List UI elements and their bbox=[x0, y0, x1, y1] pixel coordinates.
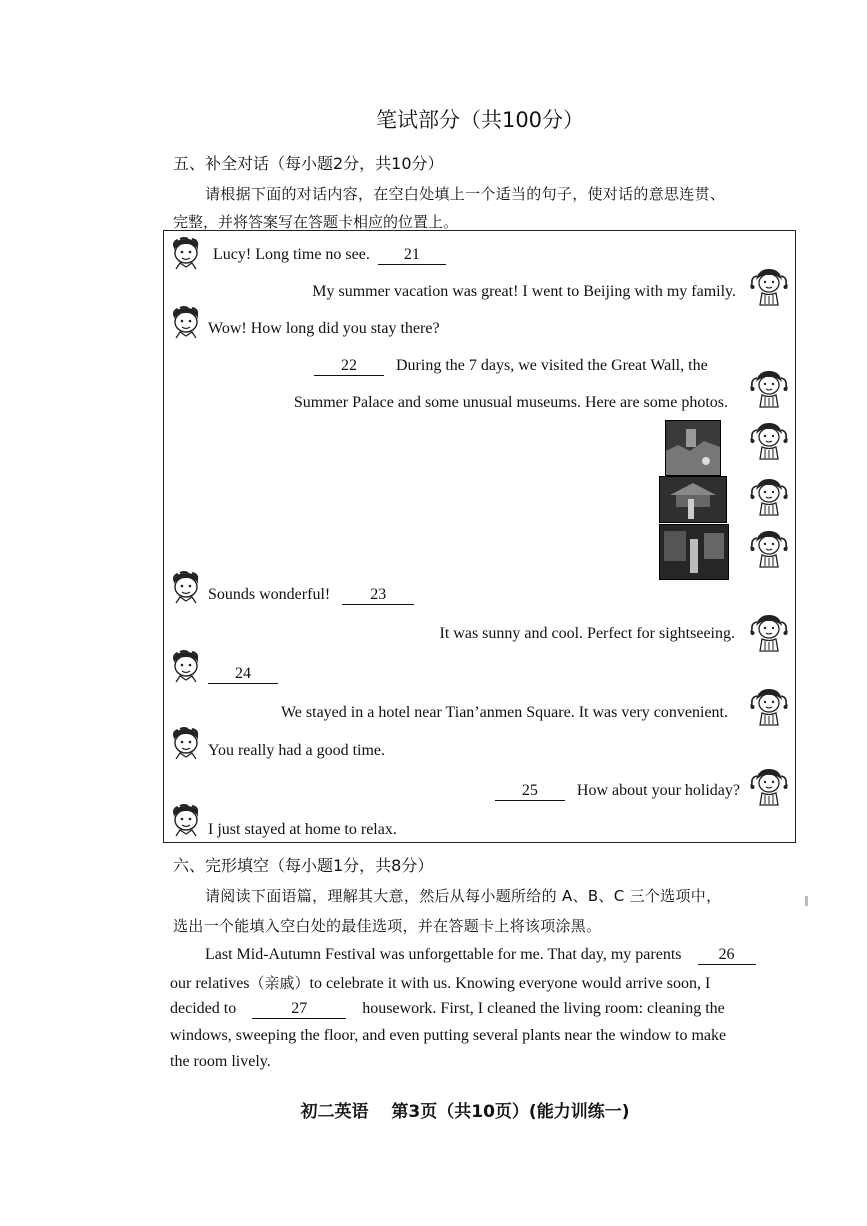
dialogue-line-12: I just stayed at home to relax. bbox=[208, 821, 397, 838]
passage-line-5: the room lively. bbox=[170, 1053, 271, 1070]
answer-blank-25[interactable]: 25 bbox=[495, 782, 565, 801]
answer-blank-26[interactable]: 26 bbox=[698, 946, 756, 965]
dialogue-line-10: You really had a good time. bbox=[208, 742, 386, 759]
section5-instruction-1: 请根据下面的对话内容，在空白处填上一个适当的句子，使对话的意思连贯、 bbox=[205, 185, 726, 203]
dialogue-line-8 bbox=[208, 665, 278, 684]
section5-instruction-2: 完整，并将答案写在答题卡相应的位置上。 bbox=[173, 213, 459, 231]
section5-heading: 五、补全对话（每小题2分，共10分） bbox=[173, 154, 444, 173]
passage-line-2: our relatives（亲戚）to celebrate it with us. Knowing everyone would arrive soon, I bbox=[170, 974, 711, 992]
dialogue-line-11: 25 How about your holiday? bbox=[495, 782, 740, 801]
answer-blank-24[interactable]: 24 bbox=[208, 665, 278, 684]
dialogue-line-9: We stayed in a hotel near Tian’anmen Square. It was very convenient. bbox=[280, 704, 728, 721]
passage-line-1: Last Mid-Autumn Festival was unforgettable for me. That day, my parents 26 bbox=[205, 946, 756, 965]
girl-icon bbox=[749, 476, 789, 516]
photo-great-wall bbox=[665, 420, 721, 476]
answer-blank-23[interactable]: 23 bbox=[342, 586, 414, 605]
photo-museum bbox=[659, 524, 729, 580]
boy-icon bbox=[170, 649, 202, 683]
boy-icon bbox=[170, 803, 202, 837]
girl-icon bbox=[749, 528, 789, 568]
girl-icon bbox=[749, 612, 789, 652]
section6-instruction-2: 选出一个能填入空白处的最佳选项，并在答题卡上将该项涂黑。 bbox=[173, 917, 602, 935]
answer-blank-21[interactable]: 21 bbox=[378, 246, 446, 265]
dialogue-line-4: 22 During the 7 days, we visited the Great Wall, the bbox=[314, 357, 708, 376]
girl-icon bbox=[749, 686, 789, 726]
section6-instruction-1: 请阅读下面语篇，理解其大意，然后从每小题所给的 A、B、C 三个选项中， bbox=[205, 887, 722, 905]
passage-line-3: decided to 27 housework. First, I cleaned the living room: cleaning the bbox=[170, 1000, 725, 1017]
girl-icon bbox=[749, 420, 789, 460]
page-footer: 初二英语 第3页（共10页）(能力训练一) bbox=[300, 1102, 630, 1122]
dialogue-line-3: Wow! How long did you stay there? bbox=[208, 320, 440, 337]
dialogue-line-7: It was sunny and cool. Perfect for sightseeing. bbox=[439, 625, 735, 642]
boy-icon bbox=[170, 570, 202, 604]
scan-mark bbox=[805, 896, 808, 906]
girl-icon bbox=[749, 266, 789, 306]
boy-icon bbox=[170, 305, 202, 339]
boy-icon bbox=[170, 726, 202, 760]
answer-blank-27[interactable]: 27 bbox=[252, 1000, 346, 1019]
dialogue-line-2: My summer vacation was great! I went to Beijing with my family. bbox=[312, 283, 736, 300]
dialogue-line-5: Summer Palace and some unusual museums. Here are some photos. bbox=[293, 394, 728, 411]
passage-line-4: windows, sweeping the floor, and even putting several plants near the window to make bbox=[170, 1027, 727, 1044]
answer-blank-22[interactable]: 22 bbox=[314, 357, 384, 376]
photo-summer-palace bbox=[659, 476, 727, 523]
girl-icon bbox=[749, 766, 789, 806]
section6-heading: 六、完形填空（每小题1分，共8分） bbox=[173, 856, 434, 875]
dialogue-line-6: Sounds wonderful! 23 bbox=[208, 586, 414, 605]
page-title: 笔试部分（共100分） bbox=[375, 108, 585, 132]
dialogue-line-1: Lucy! Long time no see. 21 bbox=[213, 246, 446, 265]
girl-icon bbox=[749, 368, 789, 408]
boy-icon bbox=[170, 236, 202, 270]
